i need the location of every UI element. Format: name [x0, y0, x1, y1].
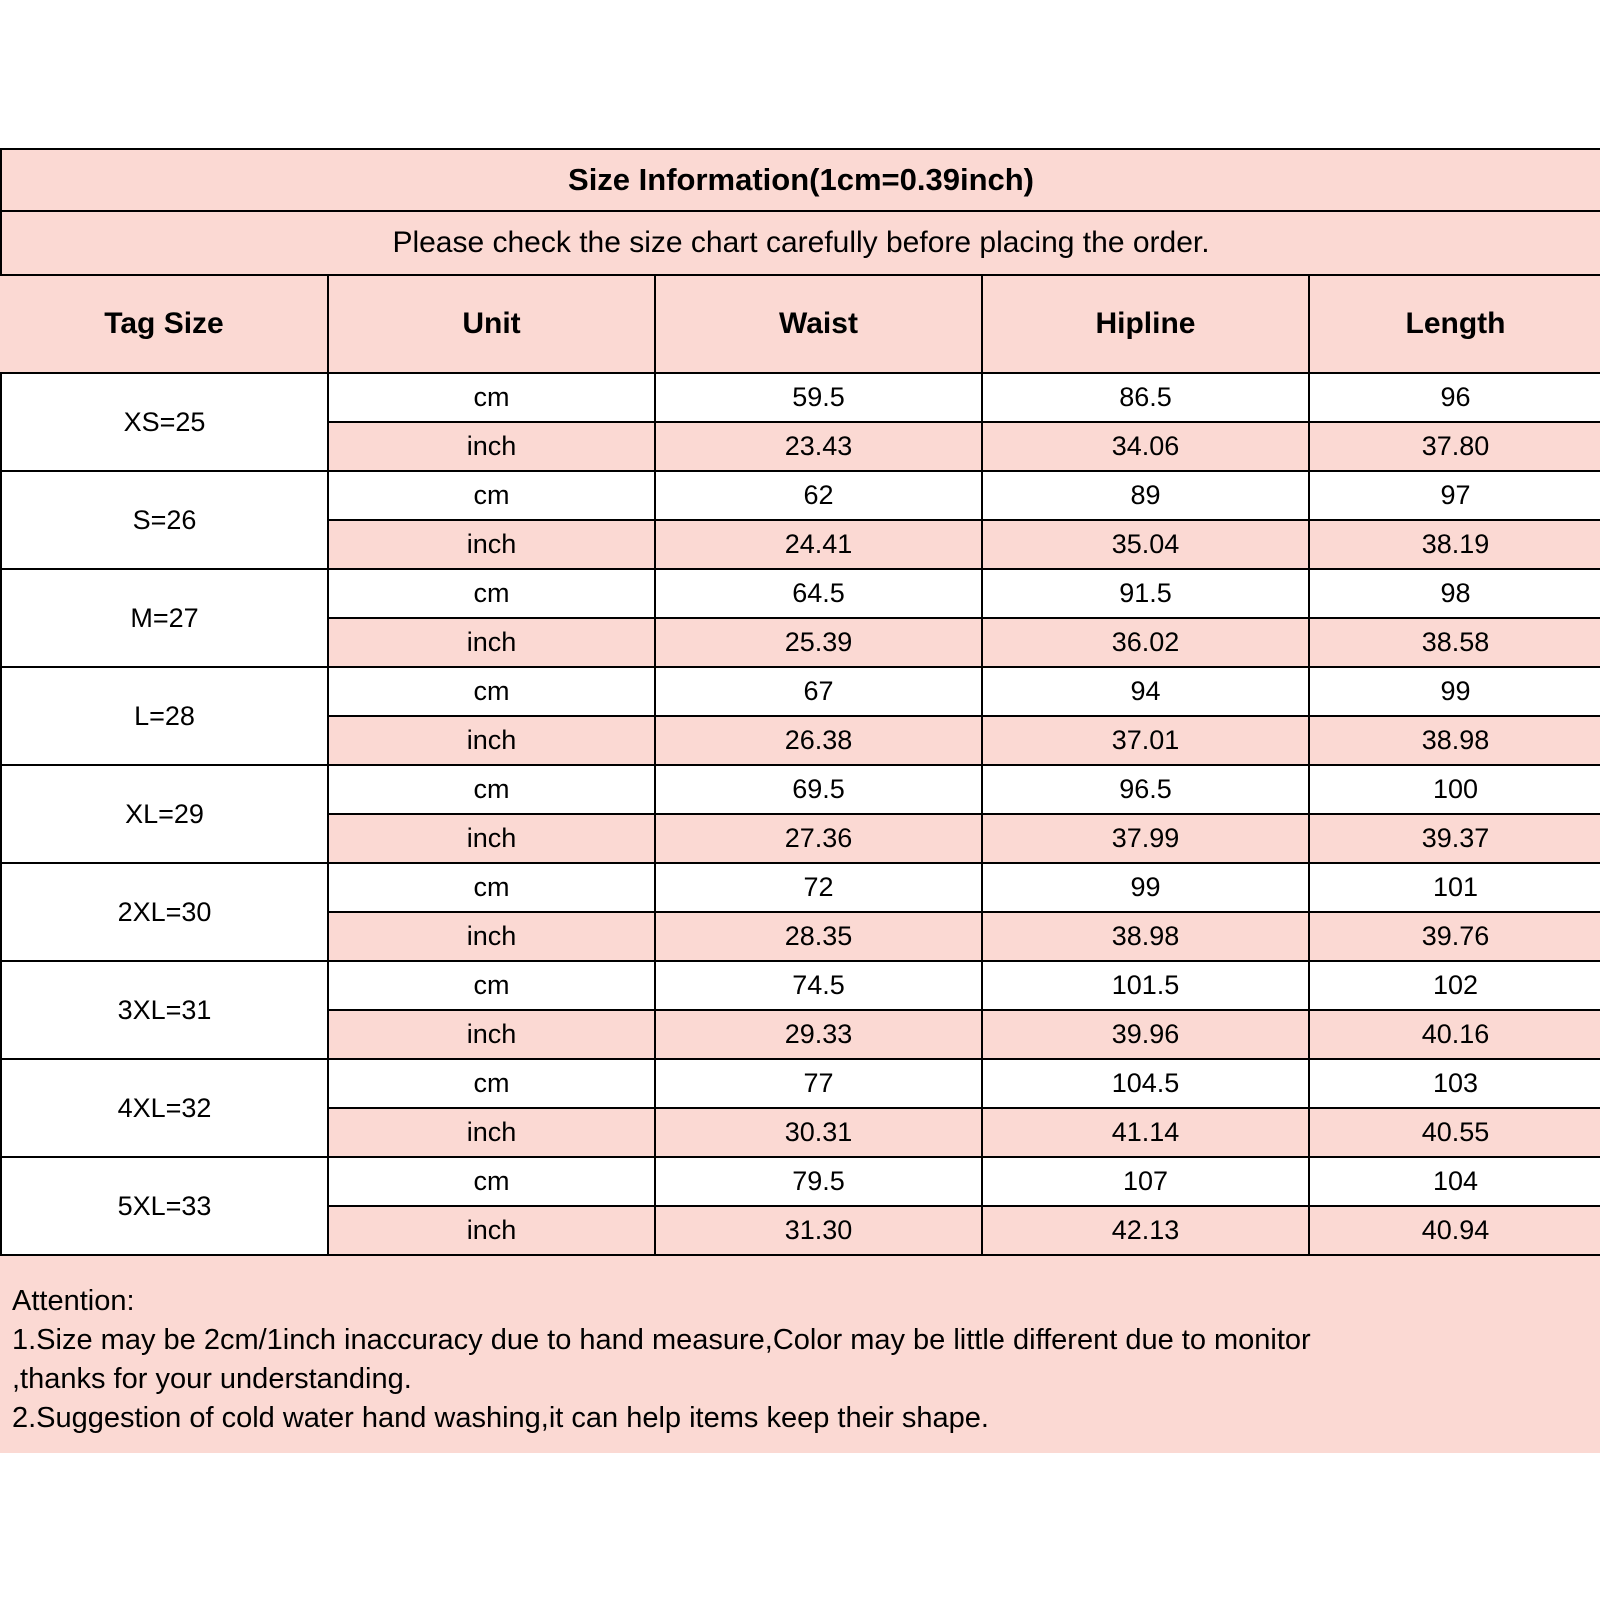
- waist-cm: 69.5: [655, 765, 982, 814]
- column-header-waist: Waist: [655, 275, 982, 373]
- unit-cell-inch: inch: [328, 716, 655, 765]
- hipline-inch: 37.01: [982, 716, 1309, 765]
- table-row: [1, 1157, 1600, 1206]
- length-inch: 38.58: [1309, 618, 1600, 667]
- table-row: [1, 1059, 1600, 1108]
- size-chart-table: [0, 148, 1600, 1256]
- hipline-cm: 107: [982, 1157, 1309, 1206]
- attention-heading: Attention:: [12, 1285, 135, 1317]
- hipline-cm: 94: [982, 667, 1309, 716]
- waist-cm: 72: [655, 863, 982, 912]
- length-cm: 99: [1309, 667, 1600, 716]
- unit-cell-cm: cm: [328, 863, 655, 912]
- waist-cm: 59.5: [655, 373, 982, 422]
- length-inch: 39.37: [1309, 814, 1600, 863]
- unit-cell-cm: cm: [328, 373, 655, 422]
- waist-cm: 79.5: [655, 1157, 982, 1206]
- unit-cell-cm: cm: [328, 1157, 655, 1206]
- hipline-cm: 91.5: [982, 569, 1309, 618]
- length-inch: 38.19: [1309, 520, 1600, 569]
- waist-inch: 23.43: [655, 422, 982, 471]
- attention-line-1: 1.Size may be 2cm/1inch inaccuracy due to hand measure,Color may be little different due to monitor: [12, 1323, 1311, 1356]
- hipline-cm: 86.5: [982, 373, 1309, 422]
- waist-cm: 64.5: [655, 569, 982, 618]
- column-header-unit: Unit: [328, 275, 655, 373]
- hipline-inch: 39.96: [982, 1010, 1309, 1059]
- table-header-row: [1, 275, 1600, 373]
- table-row: [1, 373, 1600, 422]
- hipline-cm: 104.5: [982, 1059, 1309, 1108]
- waist-cm: 77: [655, 1059, 982, 1108]
- waist-inch: 27.36: [655, 814, 982, 863]
- table-title-row: [1, 149, 1600, 211]
- size-chart-panel: [0, 148, 1600, 1453]
- table-row: [1, 471, 1600, 520]
- hipline-inch: 41.14: [982, 1108, 1309, 1157]
- unit-cell-cm: cm: [328, 667, 655, 716]
- waist-inch: 29.33: [655, 1010, 982, 1059]
- attention-line-3: 2.Suggestion of cold water hand washing,it can help items keep their shape.: [12, 1401, 989, 1434]
- unit-cell-inch: inch: [328, 912, 655, 961]
- chart-title: Size Information(1cm=0.39inch): [1, 149, 1600, 211]
- table-row: [1, 667, 1600, 716]
- hipline-cm: 89: [982, 471, 1309, 520]
- unit-cell-cm: cm: [328, 569, 655, 618]
- chart-subtitle: Please check the size chart carefully before placing the order.: [1, 211, 1600, 275]
- tag-size-cell: M=27: [1, 569, 328, 667]
- table-row: [1, 569, 1600, 618]
- column-header-length: Length: [1309, 275, 1600, 373]
- length-inch: 39.76: [1309, 912, 1600, 961]
- length-cm: 104: [1309, 1157, 1600, 1206]
- hipline-cm: 96.5: [982, 765, 1309, 814]
- table-row: [1, 765, 1600, 814]
- waist-inch: 28.35: [655, 912, 982, 961]
- attention-line-2: ,thanks for your understanding.: [12, 1362, 412, 1395]
- tag-size-cell: 5XL=33: [1, 1157, 328, 1255]
- length-cm: 100: [1309, 765, 1600, 814]
- waist-inch: 25.39: [655, 618, 982, 667]
- waist-cm: 62: [655, 471, 982, 520]
- hipline-inch: 34.06: [982, 422, 1309, 471]
- unit-cell-inch: inch: [328, 1108, 655, 1157]
- tag-size-cell: S=26: [1, 471, 328, 569]
- unit-cell-inch: inch: [328, 1010, 655, 1059]
- tag-size-cell: XL=29: [1, 765, 328, 863]
- waist-inch: 26.38: [655, 716, 982, 765]
- unit-cell-inch: inch: [328, 814, 655, 863]
- length-cm: 102: [1309, 961, 1600, 1010]
- length-cm: 103: [1309, 1059, 1600, 1108]
- waist-inch: 24.41: [655, 520, 982, 569]
- column-header-tag-size: Tag Size: [1, 275, 328, 373]
- tag-size-cell: 4XL=32: [1, 1059, 328, 1157]
- hipline-cm: 101.5: [982, 961, 1309, 1010]
- table-row: [1, 863, 1600, 912]
- length-cm: 101: [1309, 863, 1600, 912]
- length-inch: 37.80: [1309, 422, 1600, 471]
- length-cm: 96: [1309, 373, 1600, 422]
- hipline-cm: 99: [982, 863, 1309, 912]
- length-inch: 40.55: [1309, 1108, 1600, 1157]
- table-subtitle-row: [1, 211, 1600, 275]
- table-row: [1, 961, 1600, 1010]
- length-inch: 38.98: [1309, 716, 1600, 765]
- length-inch: 40.16: [1309, 1010, 1600, 1059]
- column-header-hipline: Hipline: [982, 275, 1309, 373]
- length-cm: 97: [1309, 471, 1600, 520]
- length-inch: 40.94: [1309, 1206, 1600, 1255]
- length-cm: 98: [1309, 569, 1600, 618]
- hipline-inch: 35.04: [982, 520, 1309, 569]
- unit-cell-cm: cm: [328, 471, 655, 520]
- tag-size-cell: L=28: [1, 667, 328, 765]
- hipline-inch: 42.13: [982, 1206, 1309, 1255]
- hipline-inch: 38.98: [982, 912, 1309, 961]
- tag-size-cell: 3XL=31: [1, 961, 328, 1059]
- attention-notes: [0, 1256, 1600, 1447]
- waist-inch: 31.30: [655, 1206, 982, 1255]
- tag-size-cell: XS=25: [1, 373, 328, 471]
- unit-cell-inch: inch: [328, 422, 655, 471]
- unit-cell-inch: inch: [328, 520, 655, 569]
- waist-cm: 74.5: [655, 961, 982, 1010]
- unit-cell-cm: cm: [328, 961, 655, 1010]
- unit-cell-inch: inch: [328, 1206, 655, 1255]
- unit-cell-cm: cm: [328, 765, 655, 814]
- unit-cell-cm: cm: [328, 1059, 655, 1108]
- hipline-inch: 36.02: [982, 618, 1309, 667]
- unit-cell-inch: inch: [328, 618, 655, 667]
- tag-size-cell: 2XL=30: [1, 863, 328, 961]
- waist-inch: 30.31: [655, 1108, 982, 1157]
- hipline-inch: 37.99: [982, 814, 1309, 863]
- waist-cm: 67: [655, 667, 982, 716]
